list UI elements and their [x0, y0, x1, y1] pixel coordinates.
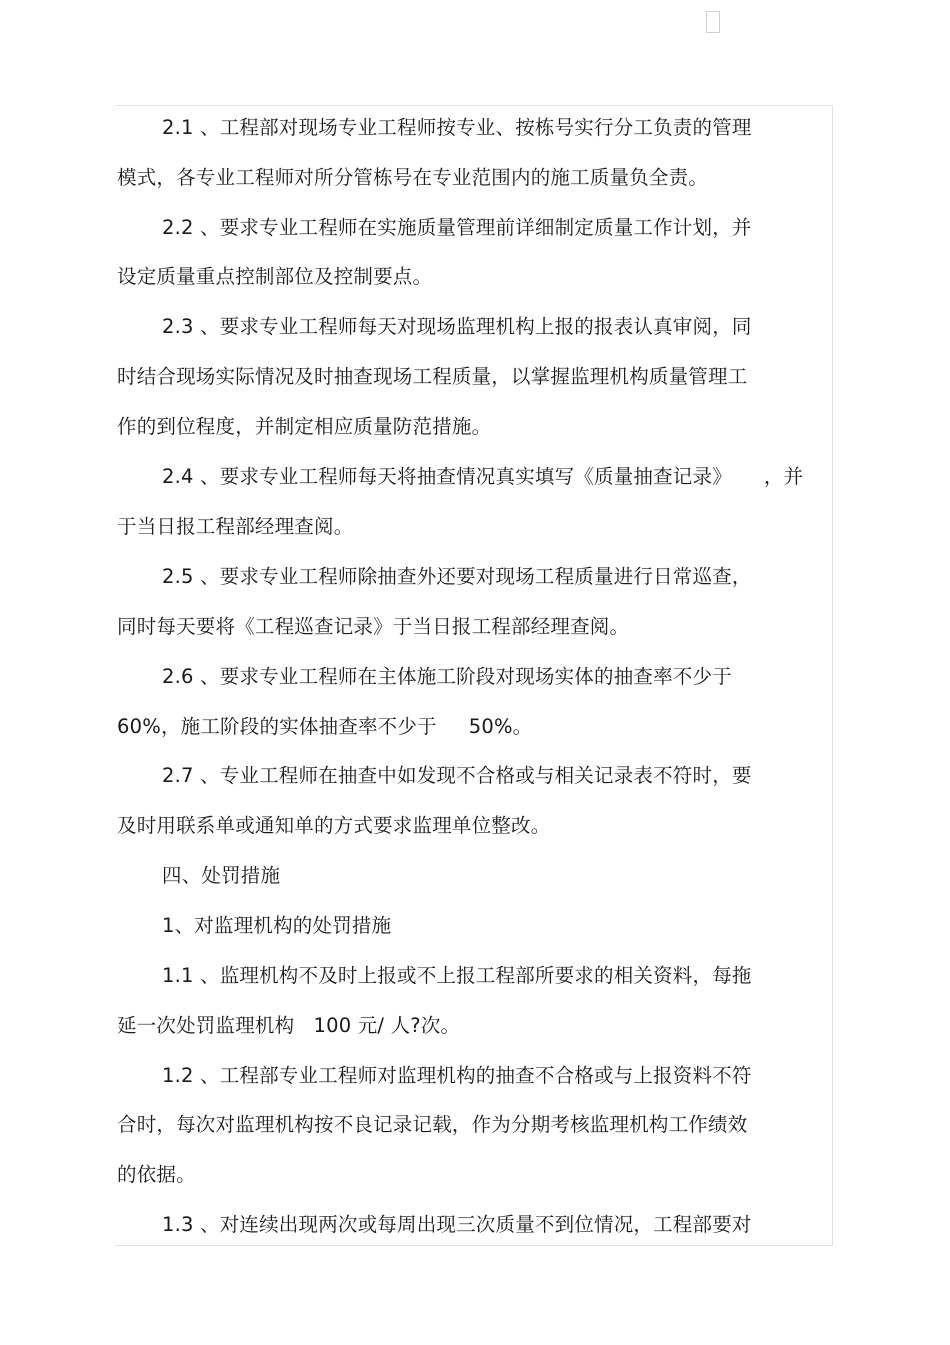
paragraph-2-7-line-2: 及时用联系单或通知单的方式要求监理单位整改。	[117, 814, 551, 837]
paragraph-2-5-line-1: 2.5 、要求专业工程师除抽查外还要对现场工程质量进行日常巡查，	[162, 565, 752, 588]
paragraph-2-7-line-1: 2.7 、专业工程师在抽查中如发现不合格或与相关记录表不符时，要	[162, 764, 752, 787]
paragraph-2-4-line-1: 2.4 、要求专业工程师每天将抽查情况真实填写《质量抽查记录》 ，并	[162, 465, 804, 488]
paragraph-1-3-line-1: 1.3 、对连续出现两次或每周出现三次质量不到位情况，工程部要对	[162, 1213, 752, 1236]
paragraph-2-2-line-2: 设定质量重点控制部位及控制要点。	[117, 265, 433, 288]
paragraph-1-1-line-2: 延一次处罚监理机构 100 元/ 人?次。	[117, 1014, 461, 1037]
paragraph-2-3-line-1: 2.3 、要求专业工程师每天对现场监理机构上报的报表认真审阅，同	[162, 315, 752, 338]
paragraph-2-6-line-1: 2.6 、要求专业工程师在主体施工阶段对现场实体的抽查率不少于	[162, 665, 732, 688]
placeholder-glyph-icon	[706, 11, 720, 33]
subsection-heading-supervision-penalties: 1、对监理机构的处罚措施	[162, 914, 392, 937]
paragraph-2-2-line-1: 2.2 、要求专业工程师在实施质量管理前详细制定质量工作计划，并	[162, 216, 752, 239]
paragraph-2-1-line-2: 模式，各专业工程师对所分管栋号在专业范围内的施工质量负全责。	[117, 166, 709, 189]
paragraph-1-2-line-3: 的依据。	[117, 1163, 196, 1186]
paragraph-1-2-line-1: 1.2 、工程部专业工程师对监理机构的抽查不合格或与上报资料不符	[162, 1064, 752, 1087]
paragraph-2-6-line-2: 60%，施工阶段的实体抽查率不少于 50%。	[117, 715, 533, 738]
paragraph-2-1-line-1: 2.1 、工程部对现场专业工程师按专业、按栋号实行分工负责的管理	[162, 116, 752, 139]
paragraph-2-4-line-2: 于当日报工程部经理查阅。	[117, 515, 354, 538]
paragraph-2-5-line-2: 同时每天要将《工程巡查记录》于当日报工程部经理查阅。	[117, 615, 630, 638]
paragraph-2-3-line-3: 作的到位程度，并制定相应质量防范措施。	[117, 415, 492, 438]
paragraph-1-1-line-1: 1.1 、监理机构不及时上报或不上报工程部所要求的相关资料，每拖	[162, 964, 752, 987]
section-heading-penalty-measures: 四、处罚措施	[162, 864, 281, 887]
paragraph-2-3-line-2: 时结合现场实际情况及时抽查现场工程质量，以掌握监理机构质量管理工	[117, 365, 748, 388]
paragraph-1-2-line-2: 合时，每次对监理机构按不良记录记载，作为分期考核监理机构工作绩效	[117, 1113, 748, 1136]
